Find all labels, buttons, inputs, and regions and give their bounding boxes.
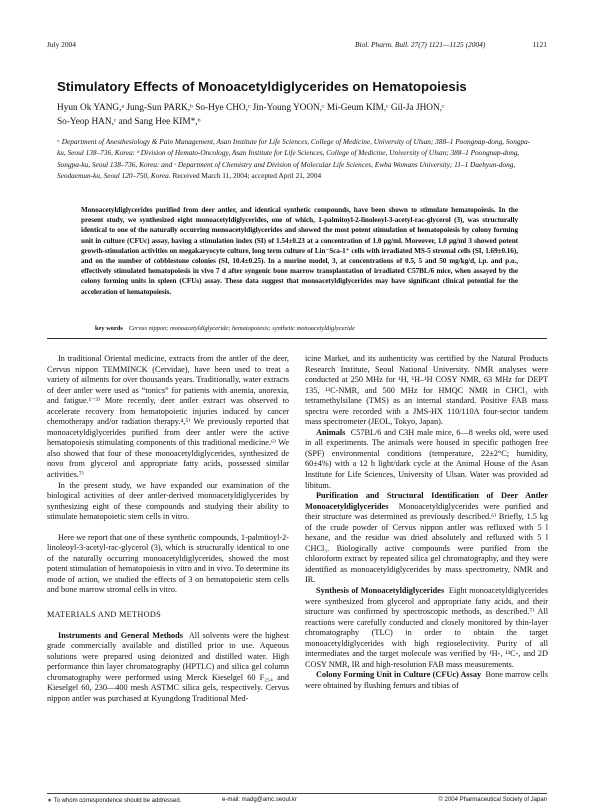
page-number: 1121 [532,40,547,49]
keywords-label: key words [95,325,123,332]
methods-paragraph-cfuc [305,670,548,691]
methods-paragraph-animals [305,428,548,491]
methods-paragraph-synthesis [305,586,548,670]
intro-paragraph-2: In the present study, we have expanded our examination of the biological activities of deer antler-derived monoacetyldiglycerides by synthesizing eight of these compounds and studying their ability to stimulate hematopoietic stem cells in vitro. [47,480,289,522]
author-list [57,101,537,129]
journal-citation: Biol. Pharm. Bull. 27(7) 1121—1125 (2004) [355,40,486,49]
paragraph-heading: Animals [316,427,346,437]
section-divider [47,338,547,339]
paragraph-heading: Instruments and General Methods [58,630,183,640]
paragraph-heading: Synthesis of Monoacetyldiglycerides [316,586,445,596]
paragraph-body: Bone marrow cells were obtained by flushing femurs and tibias of [305,670,548,690]
paragraph-body: Monoacetyldiglycerides were purified and their structure was determined as previously described.⁶⁾ Briefly, 1.5 kg of the crude powder of Cervus nippon antler was refluxed with 5 l hexane, and the residue was dried absolutely and refluxed with 5 l CHCl₃. Biologically active compounds were purified from the chloroform extract by repeated silica gel chromatography, and they were identified as monoacetyldiglycerides by mass spectrometry, NMR and IR. [305,501,549,585]
paragraph-body: Eight monoacetyldiglycerides were synthesized from glycerol and appropriate fatty acids, and their structure was confirmed by spectroscopic methods, as described.⁷⁾ All reactions were carefully conducted and closely monitored by thin-layer chromatography (TLC) in order to obtain the target monoacetyldiglycerides with high regioselectivity. Purity of all intermediates and the target molecule was verified by ¹H-, ¹³C-, and 2D COSY NMR, IR and high-resolution FAB mass measurements. [305,586,548,669]
paragraph-heading: Colony Forming Unit in Culture (CFUc) Assay [316,670,482,680]
methods-paragraph-continued: icine Market, and its authenticity was certified by the Natural Products Research Institute, Seoul National University. NMR analyses were conducted at 250 MHz for ¹H, ¹H–¹H COSY NMR, 63 MHz for DEPT 135, ¹³C-NMR, and 500 MHz for HMQC NMR in CHCl₃ with tetramethylsilane (TMS) as an internal standard. Positive FAB mass spectra were recorded with a JMS-HX 110/110A four-sector tandem mass spectrometer (JEOL, Tokyo, Japan). [305,354,548,427]
page-footer [47,797,547,806]
correspondence-note: ∗ To whom correspondence should be addressed. [47,798,182,804]
author-line-1: Hyun Ok YANG,ᵃ Jung-Sun PARK,ᵇ So-Hye CHO,ᶜ Jin-Young YOON,ᶜ Mi-Geum KIM,ᶜ Gil-Ja JHON,ᶜ [57,103,445,113]
methods-paragraph-purification [305,491,548,586]
article-title: Stimulatory Effects of Monoacetyldiglycerides on Hematopoiesis [57,79,467,94]
paragraph-heading: Purification and Structural Identification of Deer Antler Monoacetyldiglycerides [305,491,548,511]
affiliation-text: ᵃ Department of Anesthesiology & Pain Management, Asan Institute for Life Sciences, College of Medicine, University of Ulsan; 388–1 Poongnap-dong, Songpa-ku, Seoul 138–736, Korea: ᵇ Division of Hemato-Oncology, Asan Institute for Life Sciences, College of Medicine, University of Ulsan; 388–1 Poongnap-dong, Songpa-ku, Seoul 138–736, Korea: and ᶜ Department of Chemistry and Division of Molecular Life Sciences, Ewha Womans University; 11–1 Daehyun-dong, Seodaemun-ku, Seoul 120–750, Korea. [57,137,531,181]
copyright-notice: © 2004 Pharmaceutical Society of Japan [438,797,547,803]
paragraph-body: All solvents were the highest grade commercially available and distilled prior to use. Aqueous solutions were prepared using deionized and distilled water. High performance thin layer chromatography (HPTLC) and silica gel column chromatography were performed using Merck Kieselgel 60 F₂₅₄ and Kieselgel 60, 230—400 mesh ASTMC silica gels, respectively. Cervus nippon antler was purchased at Kyungdong Traditional Med- [47,630,289,703]
paragraph-body: C57BL/6 and C3H male mice, 6—8 weeks old, were used in all experiments. The animals were housed in specific pathogen free (SPF) environmental conditions (temperature, 22±2°C; humidity, 60±4%) with a 12 h light/dark cycle at the Animal House of the Asan Institute for Life Sciences, University of Ulsan. Water was provided ad libitum. [305,427,548,490]
right-column [305,354,548,692]
author-line-2: So-Yeop HAN,ᶜ and Sang Hee KIM*,ᵇ [57,117,201,127]
footer-divider [47,793,547,794]
abstract: Monoacetyldiglycerides purified from deer antler, and identical synthetic compounds, have been shown to stimulate hematopoiesis. In the present study, we synthesized eight monoacetyldiglycerides, one of which, 1-palmitoyl-2-linoleoyl-3-acetyl-rac-glycerol (3), was structurally identical to one of the naturally occurring monoacetyldiglycerides and showed the most potent stimulation of hematopoiesis by colony forming unit in culture (CFUc) assay, having a stimulation index (SI) of 1.54±0.23 at a concentration of 1.0 μg/ml. Moreover, 1.0 μg/ml 3 showed potent growth-stimulation activities on megakaryocyte culture, long term culture of Lin⁻Sca-1⁺ cells with irradiated MS-5 stromal cells (SI, 1.69±0.16), and on the number of cobblestone colonies (SI, 10.4±0.25). In a murine model, 3, at concentrations of 0.5, 5 and 50 mg/kg/d, i.p. and p.o., effectively stimulated hematopoiesis in vivo 7 d after syngenic bone marrow transplantation of irradiated C57BL/6 mice, when assayed by the colony forming units in spleen (CFUs) assay. These data suggest that monoacetyldiglycerides may have significant clinical potential for the acceleration of hematopoiesis. [81,206,518,296]
methods-paragraph-instruments [47,631,289,705]
running-header [47,40,547,52]
affiliations [57,136,538,182]
received-date: Received March 11, 2004; accepted April 21, 2004 [172,171,322,181]
intro-paragraph-3: Here we report that one of these synthetic compounds, 1-palmitoyl-2-linoleoyl-3-acetyl-rac-glycerol (3), which is structurally identical to one of the naturally occurring monoacetyldiglycerides, showed the most potent stimulation of hematopoiesis in vitro and in vivo. To determine its mode of action, we studied the effects of 3 on hematopoietic stem cells and bone marrow stromal cells in vitro. [47,532,289,595]
keywords-text: Cervus nippon; monoacetyldiglyceride; hematopoiesis; synthetic monoacetyldiglyceride [128,325,355,332]
intro-paragraph-1: In traditional Oriental medicine, extracts from the antler of the deer, Cervus nippon TEMMINCK (Cervidae), have been used to treat a variety of ailments for over thousands years. Traditionally, water extracts of deer antler were used as “tonics” for patients with anemia, anorexia, and fatigue.¹⁻³⁾ More recently, deer antler extract was observed to accelerate recovery from hematopoietic injuries induced by cancer chemotherapy and/or radiation therapy.⁴,⁵⁾ We previously reported that monoacetyldiglycerides purified from deer antler were the active hematopoiesis stimulating components of this traditional medicine.⁶⁾ We also showed that four of these monoacetyldiglycerides, synthesized de novo from glycerol and appropriate fatty acids, possessed similar activities.⁷⁾ [47,354,289,480]
left-column [47,354,289,704]
email-address: e-mail: madg@amc.seoul.kr [222,797,297,803]
issue-date: July 2004 [47,40,76,49]
keywords [95,325,515,332]
section-heading: MATERIALS AND METHODS [47,610,162,620]
